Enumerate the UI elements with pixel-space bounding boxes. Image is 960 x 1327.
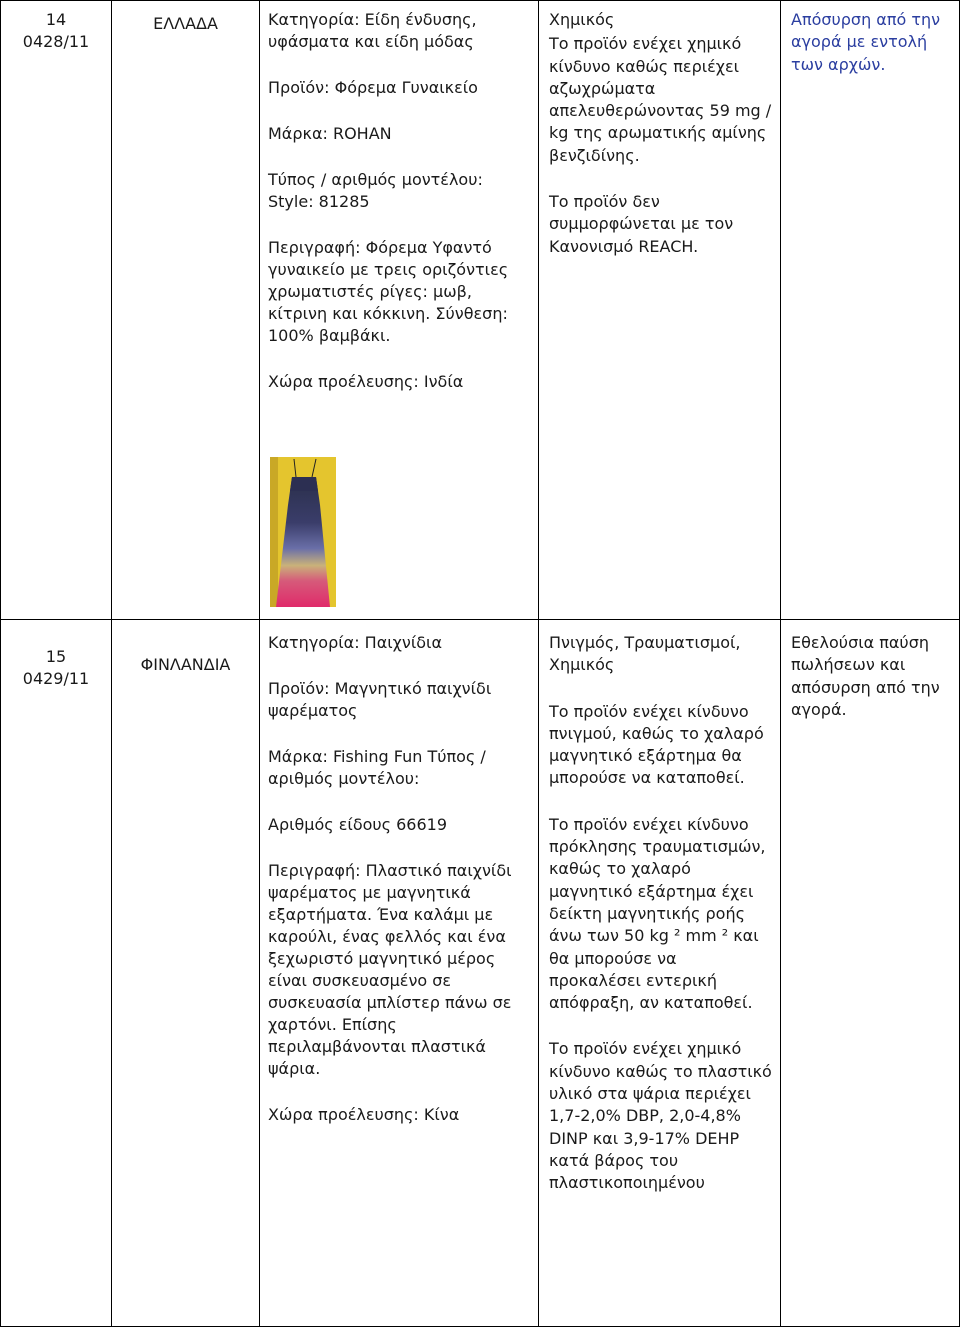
product-origin: Χώρα προέλευσης: Ινδία bbox=[268, 372, 464, 391]
notification-ref: 0428/11 bbox=[22, 32, 90, 51]
risk-cell bbox=[539, 1, 781, 620]
notification-number: 15 bbox=[45, 647, 67, 666]
country-cell bbox=[112, 1, 260, 620]
country-cell bbox=[112, 620, 260, 1327]
product-cell bbox=[260, 620, 539, 1327]
notification-number-cell bbox=[1, 620, 112, 1327]
dress-photo bbox=[270, 457, 336, 607]
product-description: Περιγραφή: Πλαστικό παιχνίδι ψαρέματος με μαγνητικά εξαρτήματα. Ένα καλάμι με καρούλι, ένας φελλός και ένα ξεχωριστό μαγνητικό μέρος είναι συσκευασμένο σε συσκευασία μπλίστερ πάνω σε χαρτόνι. Επίσης περιλαμβάνονται πλαστικά ψάρια. bbox=[268, 861, 512, 1078]
country: ΕΛΛΑΔΑ bbox=[153, 14, 218, 33]
product-item-number: Αριθμός είδους 66619 bbox=[268, 815, 448, 834]
measures-cell bbox=[781, 620, 960, 1327]
table-row bbox=[1, 620, 960, 1327]
risk-cell bbox=[539, 620, 781, 1327]
notification-number: 14 bbox=[45, 10, 67, 29]
product-name: Προϊόν: Φόρεμα Γυναικείο bbox=[268, 78, 478, 97]
risk-detail: Το προϊόν ενέχει κίνδυνο πνιγμού, καθώς το χαλαρό μαγνητικό εξάρτημα θα μπορούσε να καταποθεί. bbox=[549, 701, 764, 788]
notification-number-cell bbox=[1, 1, 112, 620]
product-category: Κατηγορία: Είδη ένδυσης, υφάσματα και είδη μόδας bbox=[268, 10, 477, 51]
measures-text: Εθελούσια παύση πωλήσεων και απόσυρση από την αγορά. bbox=[791, 633, 940, 719]
risk-type: Πνιγμός, Τραυματισμοί, Χημικός bbox=[549, 633, 741, 675]
product-cell bbox=[260, 1, 539, 620]
measures-text: Απόσυρση από την αγορά με εντολή των αρχών. bbox=[791, 10, 941, 74]
product-brand: Μάρκα: ROHAN bbox=[268, 124, 392, 143]
risk-detail: Το προϊόν δεν συμμορφώνεται με τον Κανονισμό REACH. bbox=[549, 192, 734, 256]
risk-detail: Το προϊόν ενέχει κίνδυνο πρόκλησης τραυματισμών, καθώς το χαλαρό μαγνητικό εξάρτημα έχει δείκτη μαγνητικής ροής άνω των 50 kg ² mm ² και θα μπορούσε να προκαλέσει εντερική απόφραξη, αν καταποθεί. bbox=[549, 814, 766, 1013]
measures-cell bbox=[781, 1, 960, 620]
product-name: Προϊόν: Μαγνητικό παιχνίδι ψαρέματος bbox=[268, 679, 492, 720]
risk-type: Χημικός bbox=[549, 10, 615, 29]
product-description: Περιγραφή: Φόρεμα Υφαντό γυναικείο με τρεις οριζόντιες χρωματιστές ρίγες: μωβ, κίτρινη και κόκκινη. Σύνθεση: 100% βαμβάκι. bbox=[268, 238, 509, 345]
risk-detail: Το προϊόν ενέχει χημικό κίνδυνο καθώς το πλαστικό υλικό στα ψάρια περιέχει 1,7-2,0% DBP, 2,0-4,8% DINP και 3,9-17% DEHP κατά βάρος του πλαστικοποιημένου bbox=[549, 1039, 772, 1193]
risk-detail: Το προϊόν ενέχει χημικό κίνδυνο καθώς περιέχει αζωχρώματα απελευθερώνοντας 59 mg / kg της αρωματικής αμίνης βενζιδίνης. bbox=[549, 34, 772, 165]
country: ΦΙΝΛΑΝΔΙΑ bbox=[140, 655, 231, 674]
product-brand: Μάρκα: Fishing Fun Τύπος / αριθμός μοντέλου: bbox=[268, 747, 486, 788]
product-category: Κατηγορία: Παιχνίδια bbox=[268, 633, 442, 652]
table-row bbox=[1, 1, 960, 620]
product-type-model: Τύπος / αριθμός μοντέλου: Style: 81285 bbox=[268, 170, 483, 211]
notification-ref: 0429/11 bbox=[22, 669, 90, 688]
dress-image bbox=[270, 457, 336, 607]
product-origin: Χώρα προέλευσης: Κίνα bbox=[268, 1105, 460, 1124]
